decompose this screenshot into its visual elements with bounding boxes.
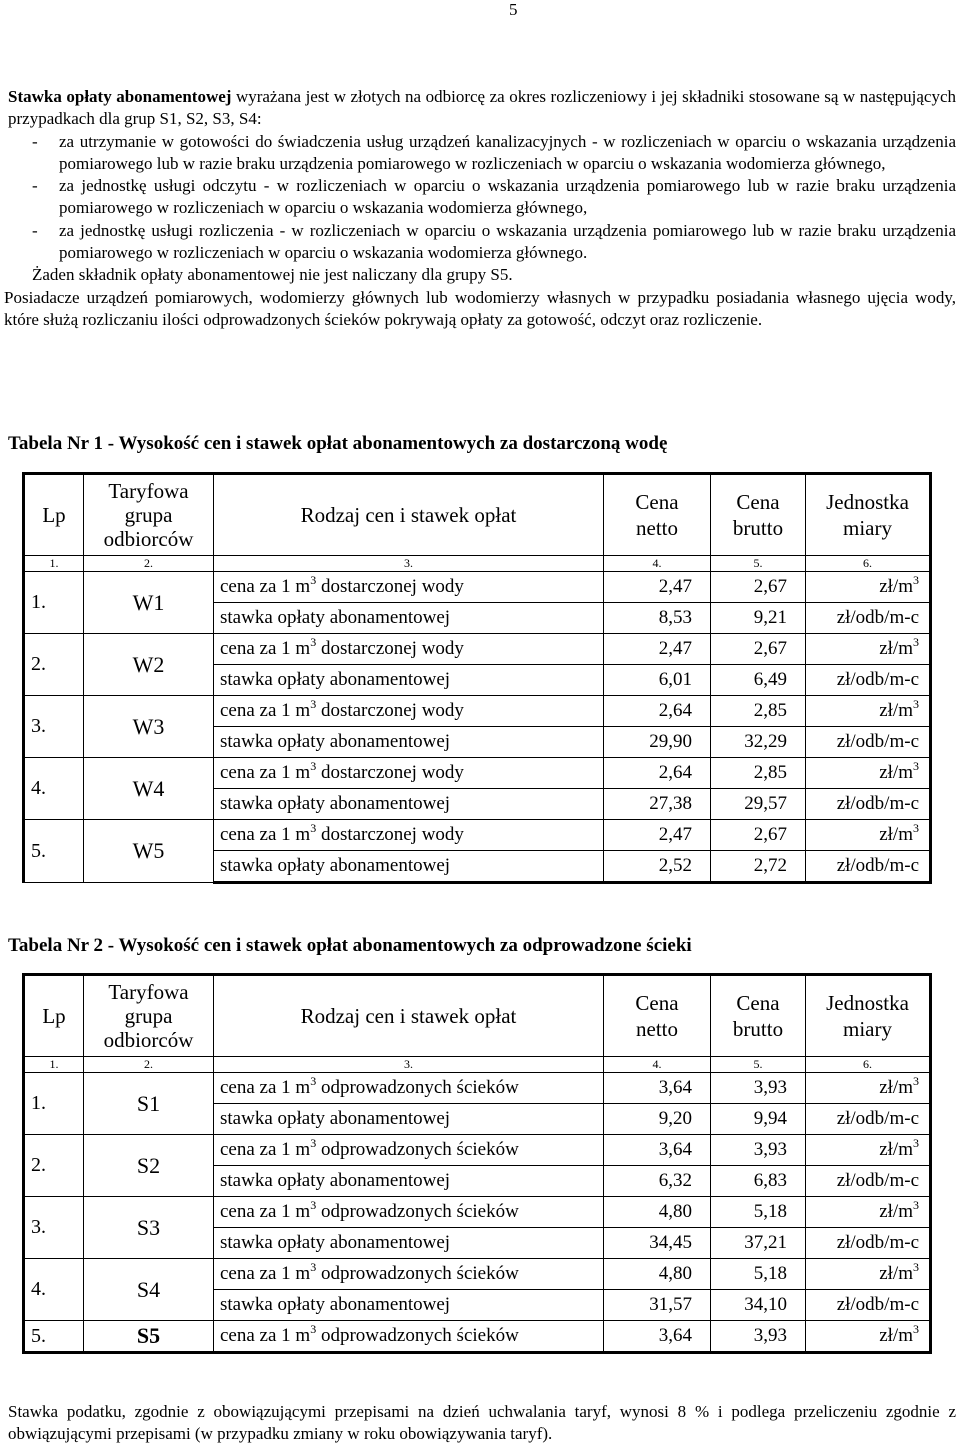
description-superscript: 3 bbox=[310, 759, 317, 773]
description-text: cena za 1 m bbox=[220, 638, 311, 659]
unit-superscript: 3 bbox=[913, 1260, 919, 1274]
row-description bbox=[214, 1259, 604, 1290]
list-item-text: za utrzymanie w gotowości do świadczenia usług urządzeń kanalizacyjnych - w rozliczeniach w oparciu o wskazania urządzenia pomiarowego lub w razie braku urządzenia pomiarowego w rozliczeniach w oparciu o wskazania wodomierza głównego, bbox=[59, 131, 956, 173]
header-group: Taryfowa grupa odbiorców bbox=[84, 975, 214, 1057]
gross-price: 3,93 bbox=[711, 1135, 806, 1166]
unit-text: zł/m bbox=[879, 638, 913, 659]
net-price: 2,47 bbox=[604, 820, 711, 851]
column-number: 1. bbox=[24, 556, 84, 572]
table-row bbox=[24, 758, 931, 789]
description-superscript: 3 bbox=[310, 1136, 317, 1150]
description-text: cena za 1 m bbox=[220, 1325, 311, 1346]
list-dash: - bbox=[32, 176, 38, 196]
description-text: stawka opłaty abonamentowej bbox=[220, 1294, 451, 1315]
unit-text: zł/m bbox=[879, 576, 913, 597]
list-dash: - bbox=[32, 131, 38, 151]
description-text: cena za 1 m bbox=[220, 762, 311, 783]
description-superscript: 3 bbox=[310, 1322, 317, 1336]
header-kind: Rodzaj cen i stawek opłat bbox=[214, 975, 604, 1057]
description-superscript: 3 bbox=[310, 1074, 317, 1088]
header-row bbox=[24, 975, 931, 1057]
row-description bbox=[214, 1321, 604, 1353]
gross-price: 6,49 bbox=[711, 665, 806, 696]
row-lp: 1. bbox=[24, 1073, 84, 1135]
unit-superscript: 3 bbox=[913, 635, 919, 649]
unit-text: zł/odb/m-c bbox=[836, 607, 919, 628]
gross-price: 2,67 bbox=[711, 820, 806, 851]
description-text: stawka opłaty abonamentowej bbox=[220, 669, 451, 690]
column-number: 2. bbox=[84, 556, 214, 572]
header-gross: Cena brutto bbox=[711, 975, 806, 1057]
row-lp: 2. bbox=[24, 1135, 84, 1197]
net-price: 27,38 bbox=[604, 789, 711, 820]
column-number-row bbox=[24, 1057, 931, 1073]
table-row bbox=[24, 572, 931, 603]
description-text: stawka opłaty abonamentowej bbox=[220, 1108, 451, 1129]
row-lp: 5. bbox=[24, 820, 84, 883]
description-superscript: 3 bbox=[310, 1260, 317, 1274]
gross-price: 5,18 bbox=[711, 1259, 806, 1290]
description-suffix: odprowadzonych ścieków bbox=[316, 1077, 519, 1098]
unit-of-measure bbox=[806, 1166, 931, 1197]
table-row bbox=[24, 634, 931, 665]
unit-text: zł/m bbox=[879, 762, 913, 783]
unit-of-measure bbox=[806, 1259, 931, 1290]
description-text: stawka opłaty abonamentowej bbox=[220, 1170, 451, 1191]
unit-superscript: 3 bbox=[913, 1198, 919, 1212]
unit-of-measure bbox=[806, 1228, 931, 1259]
column-number: 1. bbox=[24, 1057, 84, 1073]
column-number-row bbox=[24, 556, 931, 572]
net-price: 2,64 bbox=[604, 696, 711, 727]
gross-price: 3,93 bbox=[711, 1073, 806, 1104]
unit-text: zł/odb/m-c bbox=[836, 731, 919, 752]
description-suffix: odprowadzonych ścieków bbox=[316, 1263, 519, 1284]
footer-note: Stawka podatku, zgodnie z obowiązującymi przepisami na dzień uchwalania taryf, wynosi 8 % i podlega przeliczeniu zgodnie z obwiązującymi przepisami (w przypadku zmiany w roku obowiązywania taryf). bbox=[8, 1402, 956, 1444]
unit-of-measure bbox=[806, 603, 931, 634]
description-suffix: dostarczonej wody bbox=[316, 824, 464, 845]
column-number: 4. bbox=[604, 556, 711, 572]
unit-superscript: 3 bbox=[913, 759, 919, 773]
net-price: 4,80 bbox=[604, 1197, 711, 1228]
row-description bbox=[214, 603, 604, 634]
description-text: stawka opłaty abonamentowej bbox=[220, 731, 451, 752]
intro-lead-rest: wyrażana jest w złotych na odbiorcę za okres rozliczeniowy i jej składniki stosowane są w następujących przypadkach dla grup S1, S2, S3, S4: bbox=[8, 87, 957, 129]
intro-section bbox=[4, 86, 957, 331]
column-number: 3. bbox=[214, 556, 604, 572]
table-row bbox=[24, 820, 931, 851]
list-item bbox=[8, 131, 956, 176]
unit-text: zł/m bbox=[879, 1201, 913, 1222]
row-description bbox=[214, 789, 604, 820]
gross-price: 2,67 bbox=[711, 634, 806, 665]
list-item bbox=[8, 175, 956, 220]
row-description bbox=[214, 634, 604, 665]
unit-superscript: 3 bbox=[913, 573, 919, 587]
column-number: 5. bbox=[711, 1057, 806, 1073]
net-price: 2,52 bbox=[604, 851, 711, 883]
row-description bbox=[214, 1166, 604, 1197]
description-superscript: 3 bbox=[310, 1198, 317, 1212]
row-group-code: S2 bbox=[84, 1135, 214, 1197]
row-description bbox=[214, 1197, 604, 1228]
unit-text: zł/odb/m-c bbox=[836, 1232, 919, 1253]
list-item-text: za jednostkę usługi rozliczenia - w rozliczeniach w oparciu o wskazania urządzenia pomiarowego lub w razie braku urządzenia pomiarowego w rozliczeniach w oparciu o wskazania wodomierza głównego. bbox=[59, 220, 956, 263]
net-price: 29,90 bbox=[604, 727, 711, 758]
unit-superscript: 3 bbox=[913, 1136, 919, 1150]
unit-of-measure bbox=[806, 789, 931, 820]
unit-of-measure bbox=[806, 572, 931, 603]
unit-text: zł/odb/m-c bbox=[836, 793, 919, 814]
unit-of-measure bbox=[806, 1073, 931, 1104]
description-text: cena za 1 m bbox=[220, 1139, 311, 1160]
unit-superscript: 3 bbox=[913, 1322, 919, 1336]
gross-price: 2,85 bbox=[711, 696, 806, 727]
unit-of-measure bbox=[806, 1135, 931, 1166]
unit-of-measure bbox=[806, 758, 931, 789]
unit-superscript: 3 bbox=[913, 821, 919, 835]
unit-text: zł/m bbox=[879, 1263, 913, 1284]
intro-lead: Stawka opłaty abonamentowej bbox=[8, 87, 232, 106]
gross-price: 34,10 bbox=[711, 1290, 806, 1321]
row-group-code: W2 bbox=[84, 634, 214, 696]
unit-of-measure bbox=[806, 696, 931, 727]
table1 bbox=[22, 472, 932, 884]
unit-text: zł/odb/m-c bbox=[836, 1108, 919, 1129]
row-group-code: S4 bbox=[84, 1259, 214, 1321]
row-description bbox=[214, 572, 604, 603]
row-description bbox=[214, 758, 604, 789]
unit-text: zł/odb/m-c bbox=[836, 855, 919, 876]
row-description bbox=[214, 1073, 604, 1104]
description-text: stawka opłaty abonamentowej bbox=[220, 607, 451, 628]
net-price: 31,57 bbox=[604, 1290, 711, 1321]
unit-text: zł/m bbox=[879, 700, 913, 721]
unit-text: zł/m bbox=[879, 1077, 913, 1098]
unit-superscript: 3 bbox=[913, 1074, 919, 1088]
unit-of-measure bbox=[806, 1104, 931, 1135]
page-number: 5 bbox=[509, 0, 518, 19]
gross-price: 9,21 bbox=[711, 603, 806, 634]
column-number: 2. bbox=[84, 1057, 214, 1073]
net-price: 3,64 bbox=[604, 1073, 711, 1104]
table2-caption: Tabela Nr 2 - Wysokość cen i stawek opłat abonamentowych za odprowadzone ścieki bbox=[8, 935, 692, 956]
header-gross: Cena brutto bbox=[711, 474, 806, 556]
column-number: 4. bbox=[604, 1057, 711, 1073]
row-description bbox=[214, 851, 604, 883]
note-s5: Żaden składnik opłaty abonamentowej nie jest naliczany dla grupy S5. bbox=[32, 265, 513, 285]
net-price: 9,20 bbox=[604, 1104, 711, 1135]
description-text: stawka opłaty abonamentowej bbox=[220, 855, 451, 876]
table-row bbox=[24, 1321, 931, 1353]
table-row bbox=[24, 1259, 931, 1290]
row-group-code: S1 bbox=[84, 1073, 214, 1135]
table-row bbox=[24, 696, 931, 727]
gross-price: 5,18 bbox=[711, 1197, 806, 1228]
net-price: 6,32 bbox=[604, 1166, 711, 1197]
description-superscript: 3 bbox=[310, 821, 317, 835]
description-text: cena za 1 m bbox=[220, 1201, 311, 1222]
unit-text: zł/m bbox=[879, 1325, 913, 1346]
gross-price: 9,94 bbox=[711, 1104, 806, 1135]
header-group: Taryfowa grupa odbiorców bbox=[84, 474, 214, 556]
gross-price: 2,85 bbox=[711, 758, 806, 789]
net-price: 2,64 bbox=[604, 758, 711, 789]
row-description bbox=[214, 1228, 604, 1259]
unit-of-measure bbox=[806, 1321, 931, 1353]
row-group-code: S5 bbox=[84, 1321, 214, 1353]
unit-text: zł/odb/m-c bbox=[836, 1170, 919, 1191]
table2 bbox=[22, 973, 932, 1354]
gross-price: 37,21 bbox=[711, 1228, 806, 1259]
description-suffix: dostarczonej wody bbox=[316, 762, 464, 783]
gross-price: 6,83 bbox=[711, 1166, 806, 1197]
description-suffix: dostarczonej wody bbox=[316, 576, 464, 597]
table-row bbox=[24, 1073, 931, 1104]
header-lp: Lp bbox=[24, 474, 84, 556]
net-price: 2,47 bbox=[604, 572, 711, 603]
row-lp: 4. bbox=[24, 1259, 84, 1321]
row-lp: 4. bbox=[24, 758, 84, 820]
row-description bbox=[214, 665, 604, 696]
header-kind: Rodzaj cen i stawek opłat bbox=[214, 474, 604, 556]
list-item bbox=[8, 220, 956, 265]
description-suffix: odprowadzonych ścieków bbox=[316, 1325, 519, 1346]
row-description bbox=[214, 727, 604, 758]
unit-of-measure bbox=[806, 820, 931, 851]
table-row bbox=[24, 1197, 931, 1228]
unit-text: zł/m bbox=[879, 1139, 913, 1160]
row-description bbox=[214, 1104, 604, 1135]
column-number: 6. bbox=[806, 556, 931, 572]
unit-of-measure bbox=[806, 634, 931, 665]
row-lp: 1. bbox=[24, 572, 84, 634]
description-suffix: dostarczonej wody bbox=[316, 638, 464, 659]
description-text: cena za 1 m bbox=[220, 1263, 311, 1284]
row-description bbox=[214, 1135, 604, 1166]
row-group-code: S3 bbox=[84, 1197, 214, 1259]
gross-price: 32,29 bbox=[711, 727, 806, 758]
list-dash: - bbox=[32, 220, 38, 240]
row-lp: 5. bbox=[24, 1321, 84, 1353]
row-group-code: W1 bbox=[84, 572, 214, 634]
column-number: 6. bbox=[806, 1057, 931, 1073]
gross-price: 2,72 bbox=[711, 851, 806, 883]
gross-price: 29,57 bbox=[711, 789, 806, 820]
net-price: 8,53 bbox=[604, 603, 711, 634]
gross-price: 3,93 bbox=[711, 1321, 806, 1353]
net-price: 2,47 bbox=[604, 634, 711, 665]
row-lp: 3. bbox=[24, 696, 84, 758]
row-group-code: W3 bbox=[84, 696, 214, 758]
unit-of-measure bbox=[806, 665, 931, 696]
net-price: 34,45 bbox=[604, 1228, 711, 1259]
net-price: 3,64 bbox=[604, 1135, 711, 1166]
description-suffix: odprowadzonych ścieków bbox=[316, 1139, 519, 1160]
description-superscript: 3 bbox=[310, 697, 317, 711]
column-number: 5. bbox=[711, 556, 806, 572]
row-group-code: W4 bbox=[84, 758, 214, 820]
row-group-code: W5 bbox=[84, 820, 214, 883]
net-price: 4,80 bbox=[604, 1259, 711, 1290]
header-net: Cena netto bbox=[604, 474, 711, 556]
unit-of-measure bbox=[806, 851, 931, 883]
description-text: cena za 1 m bbox=[220, 1077, 311, 1098]
description-text: stawka opłaty abonamentowej bbox=[220, 793, 451, 814]
unit-superscript: 3 bbox=[913, 697, 919, 711]
description-superscript: 3 bbox=[310, 635, 317, 649]
owners-paragraph: Posiadacze urządzeń pomiarowych, wodomierzy głównych lub wodomierzy własnych w przypadku posiadania własnego ujęcia wody, które służą rozliczaniu ilości odprowadzonych ścieków pokrywają opłaty za gotowość, odczyt oraz rozliczenie. bbox=[4, 287, 956, 329]
description-text: cena za 1 m bbox=[220, 576, 311, 597]
row-lp: 3. bbox=[24, 1197, 84, 1259]
row-description bbox=[214, 820, 604, 851]
description-text: cena za 1 m bbox=[220, 824, 311, 845]
intro-paragraph bbox=[8, 86, 956, 131]
row-description bbox=[214, 696, 604, 727]
unit-of-measure bbox=[806, 727, 931, 758]
gross-price: 2,67 bbox=[711, 572, 806, 603]
header-net: Cena netto bbox=[604, 975, 711, 1057]
unit-text: zł/odb/m-c bbox=[836, 669, 919, 690]
header-row bbox=[24, 474, 931, 556]
table-row bbox=[24, 1135, 931, 1166]
description-suffix: dostarczonej wody bbox=[316, 700, 464, 721]
description-text: cena za 1 m bbox=[220, 700, 311, 721]
row-lp: 2. bbox=[24, 634, 84, 696]
row-description bbox=[214, 1290, 604, 1321]
description-text: stawka opłaty abonamentowej bbox=[220, 1232, 451, 1253]
description-suffix: odprowadzonych ścieków bbox=[316, 1201, 519, 1222]
net-price: 6,01 bbox=[604, 665, 711, 696]
header-unit: Jednostka miary bbox=[806, 474, 931, 556]
header-unit: Jednostka miary bbox=[806, 975, 931, 1057]
list-item-text: za jednostkę usługi odczytu - w rozliczeniach w oparciu o wskazania urządzenia pomiarowego lub w razie braku urządzenia pomiarowego w rozliczeniach w oparciu o wskazania wodomierza głównego, bbox=[59, 176, 956, 218]
unit-of-measure bbox=[806, 1290, 931, 1321]
unit-text: zł/odb/m-c bbox=[836, 1294, 919, 1315]
description-superscript: 3 bbox=[310, 573, 317, 587]
header-lp: Lp bbox=[24, 975, 84, 1057]
net-price: 3,64 bbox=[604, 1321, 711, 1353]
table1-caption: Tabela Nr 1 - Wysokość cen i stawek opłat abonamentowych za dostarczoną wodę bbox=[8, 433, 668, 454]
unit-text: zł/m bbox=[879, 824, 913, 845]
column-number: 3. bbox=[214, 1057, 604, 1073]
unit-of-measure bbox=[806, 1197, 931, 1228]
